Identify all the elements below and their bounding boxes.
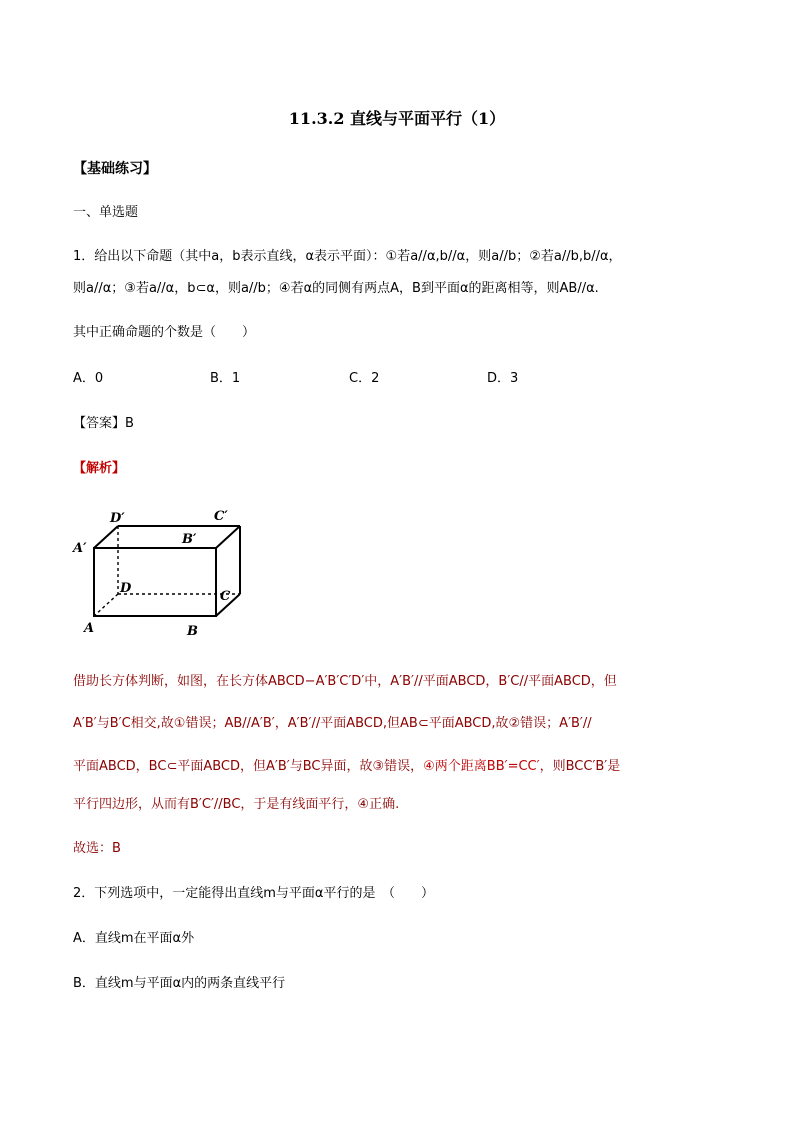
q1-explanation-line-2: A′B′与B′C相交,故①错误；AB//A′B′，A′B′//平面ABCD,但AB⊂平面ABCD,故②错误；A′B′// bbox=[73, 716, 592, 731]
q1-explanation-line-4: 平行四边形，从而有B′C′//BC，于是有线面平行，④正确. bbox=[73, 797, 400, 812]
vertex-label-b: B bbox=[187, 624, 198, 639]
q1-explanation-line-1: 借助长方体判断，如图，在长方体ABCD−A′B′C′D′中，A′B′//平面ABCD，B′C//平面ABCD，但 bbox=[73, 674, 617, 689]
vertex-label-a1: A′ bbox=[73, 541, 87, 556]
q2-option-a: A．直线m在平面α外 bbox=[73, 931, 195, 946]
q1-answer: 【答案】B bbox=[73, 416, 134, 431]
q1-stem-line-2: 则a//α；③若a//α，b⊂α，则a//b；④若α的同侧有两点A，B到平面α的距离相等，则AB//α. bbox=[73, 281, 599, 296]
q1-option-d: D．3 bbox=[487, 371, 519, 386]
q1-explanation-line-3a: 平面ABCD，BC⊂平面ABCD，但A′B′与BC异面，故③错误， bbox=[73, 759, 424, 774]
q2-stem: 2．下列选项中，一定能得出直线m与平面α平行的是 （ ） bbox=[73, 886, 435, 901]
vertex-label-a: A bbox=[84, 621, 95, 636]
q1-explanation-line-3b: ④两个距离BB′=CC′ bbox=[423, 759, 540, 774]
q1-option-c: C．2 bbox=[349, 371, 380, 386]
vertex-label-c: C bbox=[220, 589, 231, 604]
subsection-heading: 一、单选题 bbox=[73, 205, 139, 220]
vertex-label-d: D bbox=[120, 581, 132, 596]
vertex-label-d1: D′ bbox=[110, 511, 125, 526]
vertex-label-b1: B′ bbox=[182, 532, 197, 547]
q1-option-a: A．0 bbox=[73, 371, 104, 386]
q1-option-b: B．1 bbox=[210, 371, 241, 386]
q1-explanation-line-3 bbox=[73, 758, 620, 776]
cuboid-figure bbox=[70, 500, 250, 645]
q1-stem-line-1: 1．给出以下命题（其中a，b表示直线，α表示平面）：①若a//α,b//α，则a//b；②若a//b,b//α， bbox=[73, 249, 622, 264]
q1-conclusion: 故选：B bbox=[73, 841, 121, 856]
page-title: 11.3.2 直线与平面平行（1） bbox=[288, 109, 506, 128]
q2-option-b: B．直线m与平面α内的两条直线平行 bbox=[73, 976, 286, 991]
q1-explanation-line-3c: ，则BCC′B′是 bbox=[539, 759, 621, 774]
q1-stem-line-3: 其中正确命题的个数是（ ） bbox=[73, 325, 256, 340]
q1-analysis-label: 【解析】 bbox=[73, 461, 126, 476]
vertex-label-c1: C′ bbox=[214, 509, 228, 524]
section-heading: 【基础练习】 bbox=[73, 161, 157, 177]
